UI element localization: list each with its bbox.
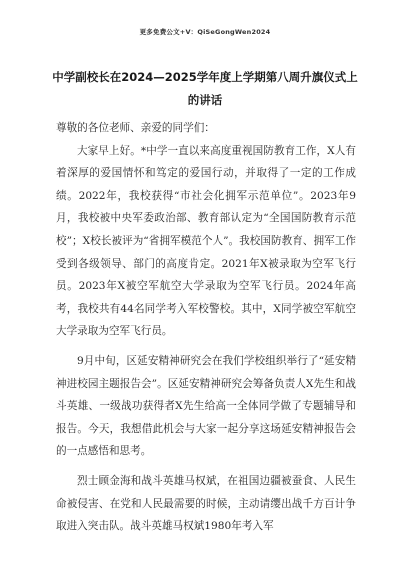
paragraph-2: 9月中旬，区延安精神研究会在我们学校组织举行了“延安精神进校园主题报告会”。区延安精神研究会筹备负责人X先生和战斗英雄、一级战功获得者X先生给高一全体同学做了专题辅导和报告。今天，我想借此机会与大家一起分享这场延安精神报告会的一点感悟和思考。 [56,354,356,458]
page-title: 中学副校长在2024—2025学年度上学期第八周升旗仪式上的讲话 [52,70,358,107]
salutation: 尊敬的各位老师、亲爱的同学们： [56,122,215,134]
paragraph-1: 大家早上好。*中学一直以来高度重视国防教育工作，X人有着深厚的爱国情怀和笃定的爱国行动，并取得了一定的工作成绩。2022年，我校获得“市社会化拥军示范单位”。2023年9月，我校被中央军委政治部、教育部认定为“全国国防教育示范校”；X校长被评为“省拥军模范个人”。我校国防教育、拥军工作受到各级领导、部门的高度肯定。2021年X被录取为空军飞行员。2023年X被空军航空大学录取为空军飞行员。2024年高考，我校共有44名同学考入军校警校。其中，X同学被空军航空大学录取为空军飞行员。 [56,144,356,338]
header-note: 更多免费公文+V：QiSeGongWen2024 [139,28,271,36]
document-body [56,117,356,538]
paragraph-3: 烈士顾金海和战斗英雄马权斌，在祖国边疆被蚕食、人民生命被侵害、在党和人民最需要的时候，主动请缨出战千方百计争取进入突击队。战斗英雄马权斌1980年考入军 [56,474,356,533]
